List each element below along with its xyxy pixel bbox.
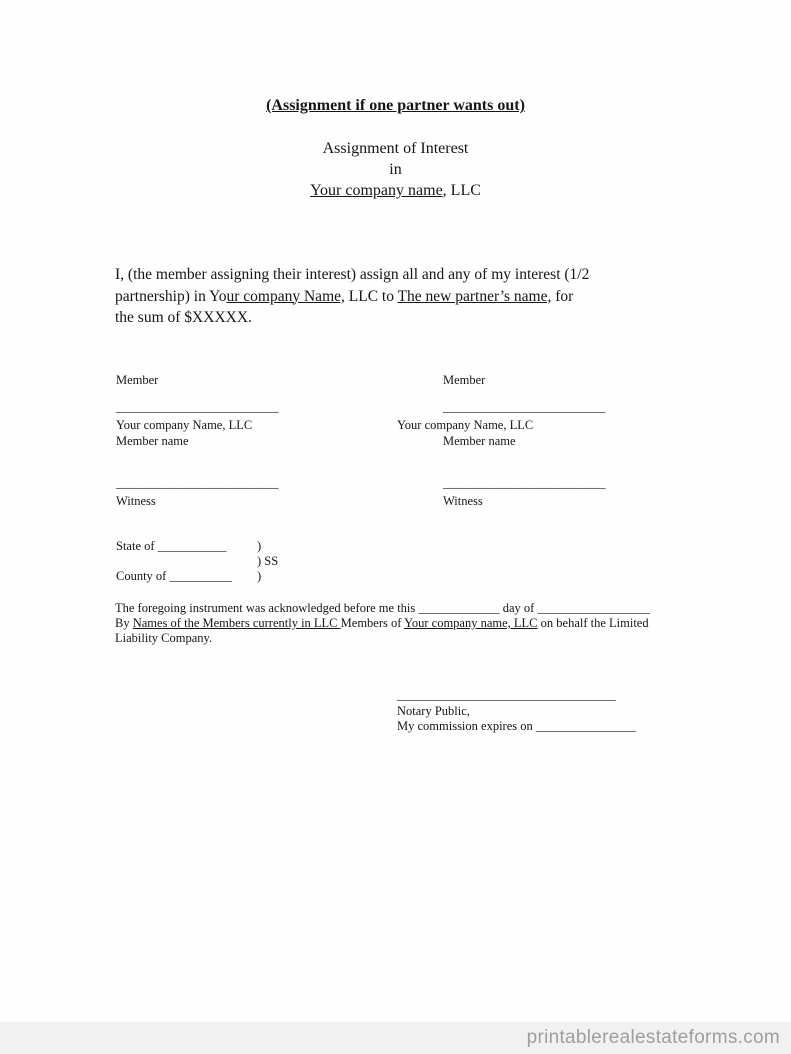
member-name-label-left: Member name (116, 434, 189, 448)
notary-commission-blank: My commission expires on ________________ (397, 719, 636, 733)
ack-line2-mid: Members of (340, 616, 405, 630)
witness-signature-line-left: __________________________ (116, 476, 279, 490)
ack-line2-post: on behalf the Limited (537, 616, 649, 630)
notary-public-label: Notary Public, (397, 704, 470, 718)
notary-signature-line: ___________________________________ (397, 688, 616, 702)
footer-bar (0, 1022, 791, 1054)
ack-company-name-placeholder: Your company name, LLC (404, 616, 538, 630)
acknowledgment-line-2 (115, 616, 649, 631)
new-partner-name-placeholder: The new partner’s name, (397, 287, 552, 305)
witness-label-right: Witness (443, 494, 483, 508)
intro-line-3: the sum of $XXXXX. (115, 309, 252, 326)
member-label-right: Member (443, 373, 486, 387)
acknowledgment-line-1: The foregoing instrument was acknowledged before me this _____________ day of __________________ (115, 601, 650, 615)
ack-line2-pre: By (115, 616, 133, 630)
acknowledgment-line-3: Liability Company. (115, 631, 213, 645)
state-of-blank: State of ___________ (116, 539, 227, 553)
member-signature-line-right: __________________________ (443, 400, 606, 414)
state-paren: ) (257, 539, 262, 553)
heading-assignment-of-interest: Assignment of Interest (322, 140, 469, 157)
heading-company-name-placeholder: Your company name (310, 182, 443, 199)
intro-line-2 (115, 286, 695, 308)
witness-label-left: Witness (116, 494, 156, 508)
company-line-left: Your company Name, LLC (116, 418, 253, 432)
intro-line-1: I, (the member assigning their interest) assign all and any of my interest (1/2 (115, 266, 590, 283)
footer-site-text: printablerealestateforms.com (526, 1027, 780, 1048)
intro-line2-post: for (551, 287, 574, 305)
heading-company-suffix: , LLC (442, 182, 481, 199)
member-label-left: Member (116, 373, 159, 387)
members-names-placeholder: Names of the Members currently in LLC (132, 616, 341, 630)
document-title: (Assignment if one partner wants out) (266, 97, 525, 114)
heading-in: in (389, 161, 402, 178)
ss-label: ) SS (257, 554, 279, 568)
intro-line2-pre: partnership) in Yo (115, 287, 227, 305)
witness-signature-line-right: __________________________ (443, 476, 606, 490)
member-signature-line-left: __________________________ (116, 400, 279, 414)
member-name-label-right: Member name (443, 434, 516, 448)
intro-paragraph (115, 264, 695, 329)
county-paren: ) (257, 569, 262, 583)
county-of-blank: County of __________ (116, 569, 232, 583)
company-name-placeholder: ur company Name, (226, 287, 345, 305)
intro-line2-mid: LLC to (344, 287, 398, 305)
heading-company-line (0, 181, 791, 201)
company-line-right: Your company Name, LLC (397, 418, 534, 432)
